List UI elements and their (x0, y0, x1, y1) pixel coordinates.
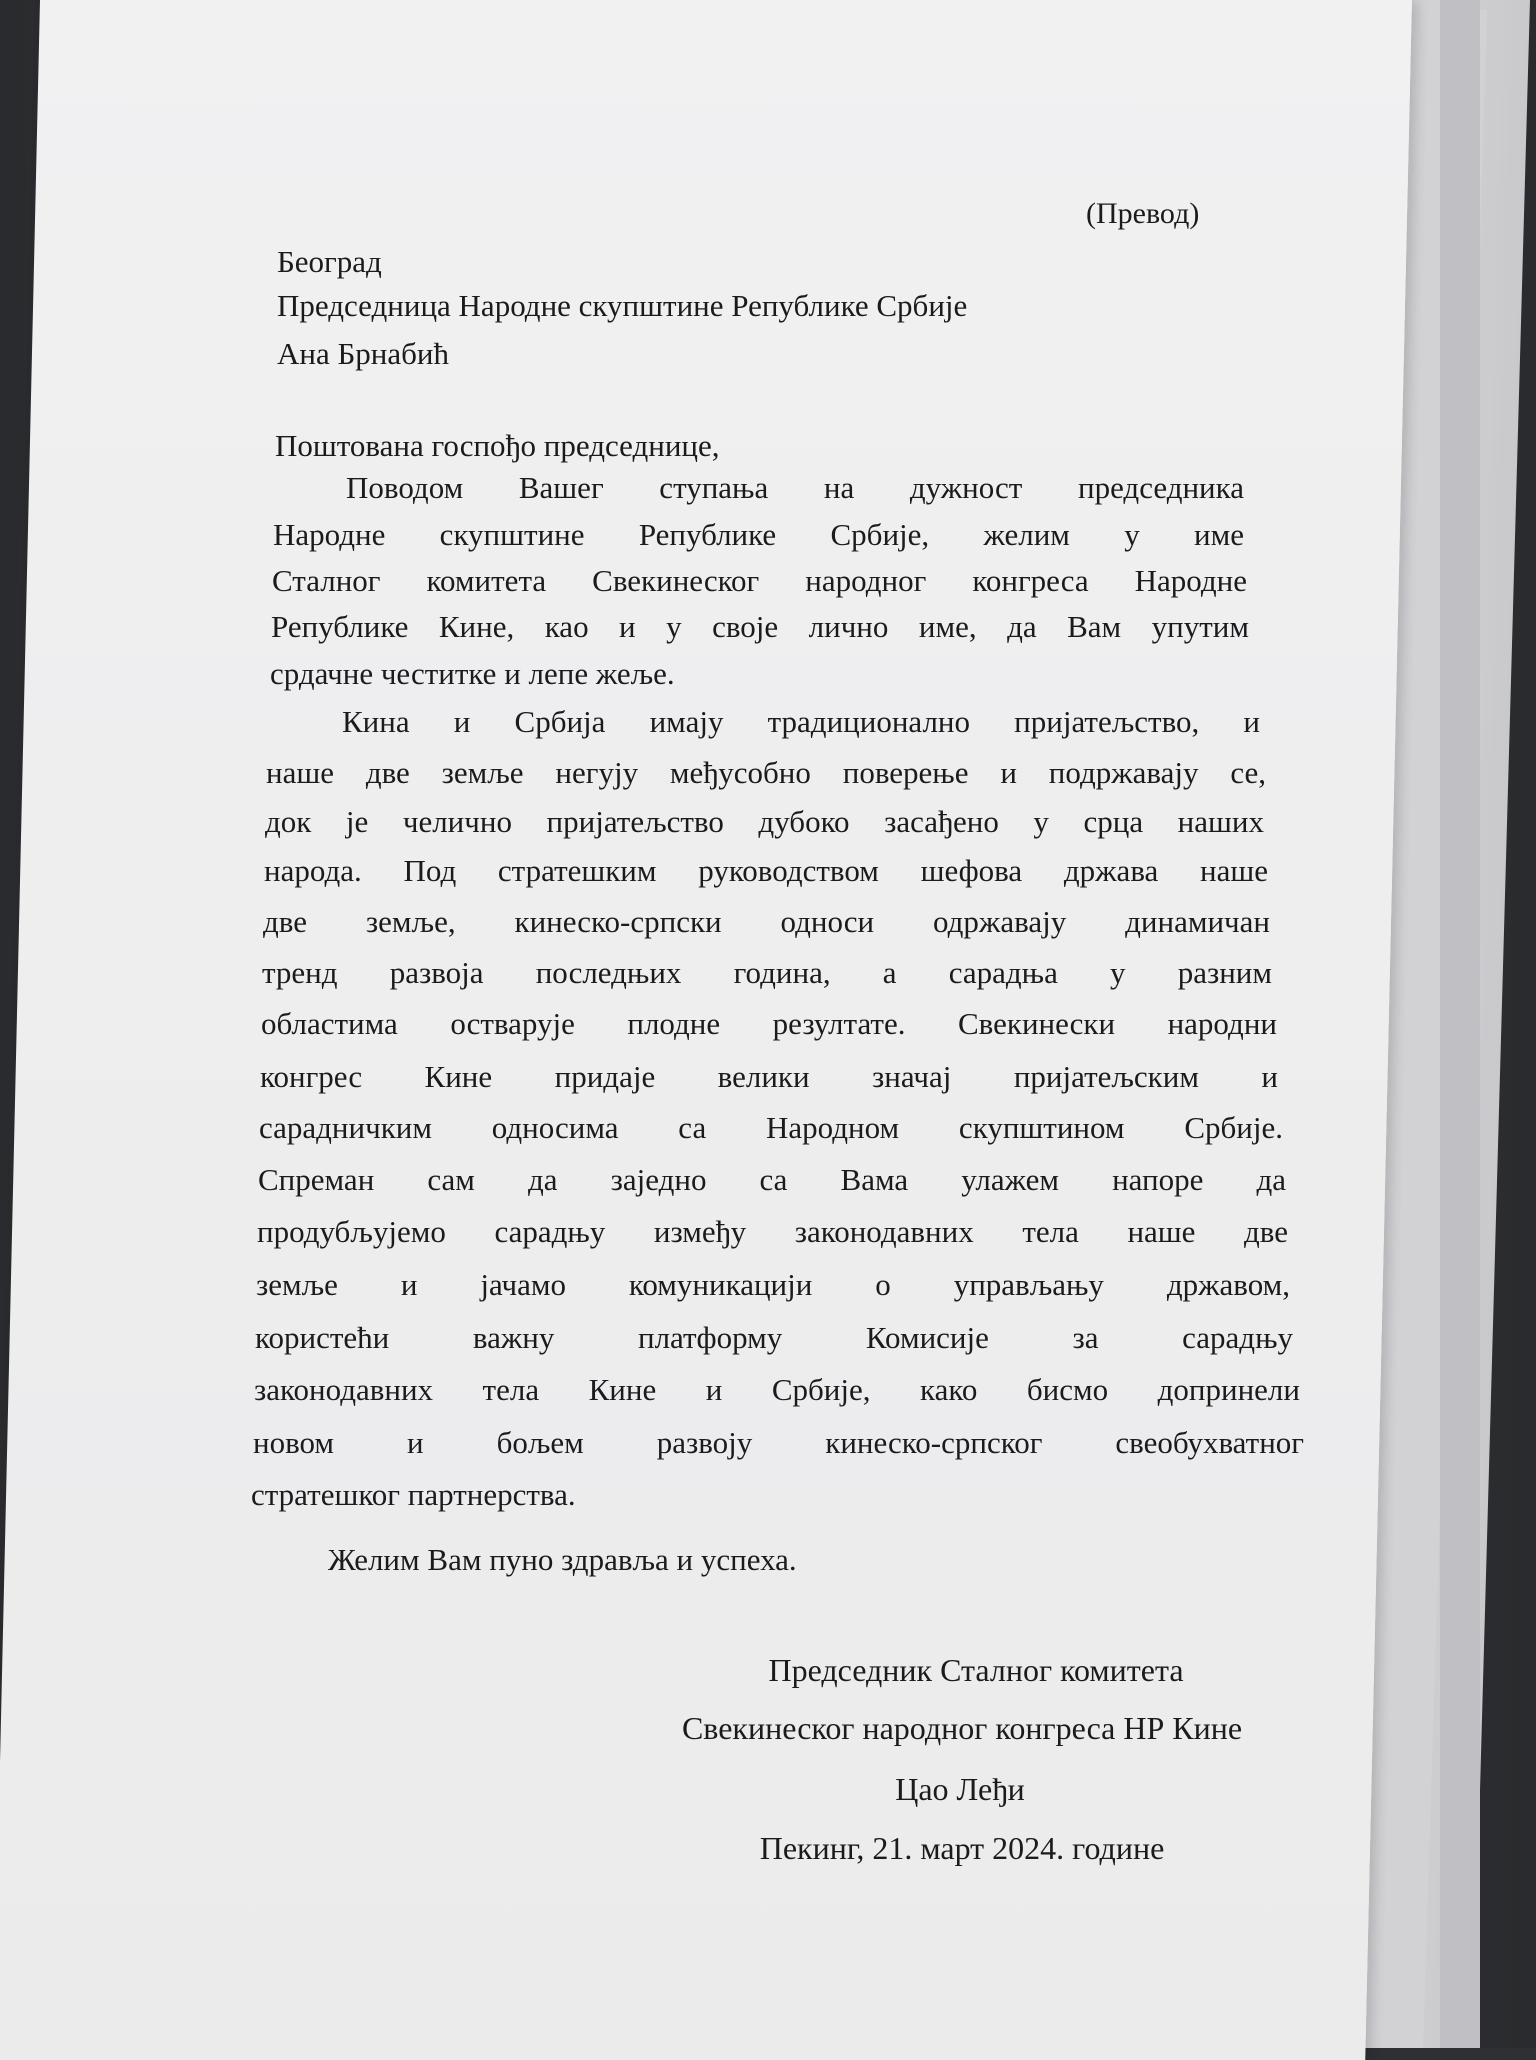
addressee-name: Ана Брнабић (277, 336, 449, 371)
body-line: срдачне честитке и лепе жеље. (270, 656, 675, 691)
body-line: сарадничким односима са Народном скупштином Србије. (259, 1110, 1283, 1145)
body-line: док је челично пријатељство дубоко засађено у срца наших (265, 804, 1264, 839)
signature-title-line2: Свекинеског народног конгреса НР Кине (681, 1710, 1243, 1746)
body-line: Спреман сам да заједно са Вама улажем напоре да (258, 1162, 1286, 1197)
body-line: областима остварује плодне резултате. Свекинески народни (261, 1006, 1277, 1041)
body-line: продубљујемо сарадњу између законодавних тела наше две (257, 1214, 1288, 1249)
body-line: Кина и Србија имају традиционално пријатељство, и (342, 704, 1260, 739)
body-line: земље и јачамо комуникацији о управљању државом, (256, 1267, 1290, 1302)
body-line: народа. Под стратешким руководством шефова држава наше (264, 853, 1268, 888)
body-line: тренд развоја последњих година, а сарадња у разним (262, 955, 1272, 990)
body-line: две земље, кинеско-српски односи одржавају динамичан (263, 904, 1270, 939)
body-line: Народне скупштине Републике Србије, желим у име (273, 517, 1244, 552)
signature-name: Цао Леђи (895, 1771, 1025, 1807)
body-line: стратешког партнерства. (251, 1477, 576, 1512)
closing-wish: Желим Вам пуно здравља и успеха. (328, 1542, 797, 1577)
signature-place-date: Пекинг, 21. март 2024. године (759, 1830, 1165, 1866)
body-line: новом и бољем развоју кинеско-српског свеобухватног (253, 1425, 1304, 1460)
translation-marker: (Превод) (1086, 197, 1200, 230)
body-line: наше две земље негују међусобно поверење и подржавају се, (266, 755, 1266, 790)
body-line: користећи важну платформу Комисије за сарадњу (255, 1320, 1293, 1355)
body-line: конгрес Кине придаје велики значај пријатељским и (260, 1059, 1278, 1094)
addressee-city: Београд (277, 244, 382, 279)
body-line: Поводом Вашег ступања на дужност председника (346, 470, 1244, 505)
salutation: Поштована госпођо председнице, (275, 428, 720, 463)
signature-title-line1: Председник Сталног комитета (768, 1652, 1184, 1688)
addressee-position: Председница Народне скупштине Републике Србије (277, 288, 968, 323)
body-line: Сталног комитета Свекинеског народног конгреса Народне (272, 563, 1247, 598)
body-line: законодавних тела Кине и Србије, како бисмо допринели (254, 1372, 1300, 1407)
body-line: Републике Кине, као и у своје лично име, да Вам упутим (271, 609, 1249, 644)
